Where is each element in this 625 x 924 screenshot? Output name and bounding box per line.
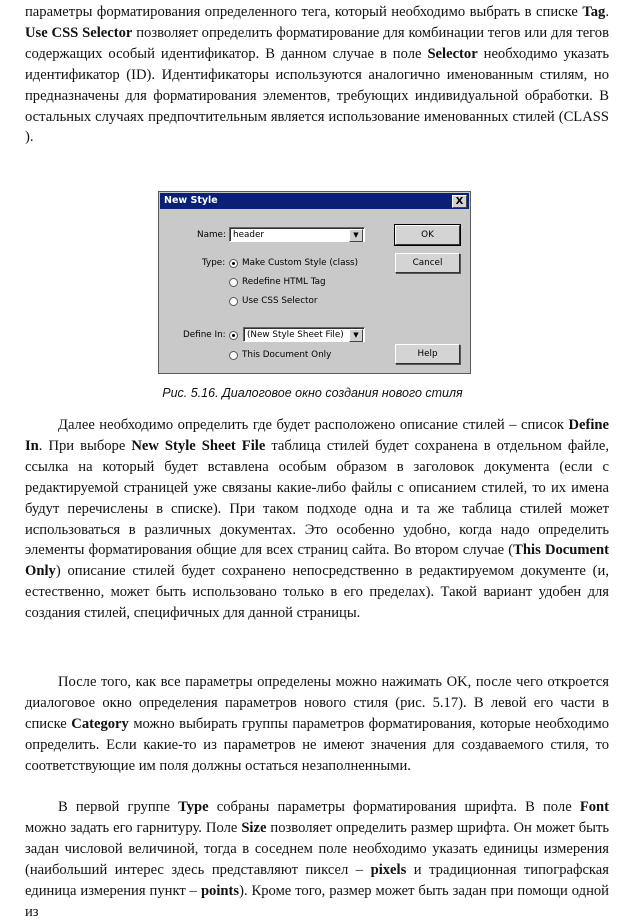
type-label: Type: xyxy=(202,258,226,268)
paragraph-intro xyxy=(25,2,609,148)
text: . xyxy=(605,4,609,20)
text: позволяет определить размер шрифта. Он может быть задан числовой величиной, тогда в соседнем поле необходимо указать единицы измерения (наибольший интерес здесь представляют пиксел – xyxy=(25,819,609,878)
text: необходимо указать идентификатор (ID). Идентификаторы используются аналогично именованным стилям, но предназначены для форматирования элементов, требующих индивидуальной обработки. В остальных случаях предпочтительным является использование именованных стилей (CLASS ). xyxy=(25,45,609,146)
radio-new-style-sheet-file[interactable] xyxy=(229,331,238,340)
text: можно задать его гарнитуру. Поле xyxy=(25,819,242,836)
text: параметры форматирования определенного тега, который необходимо выбрать в списке xyxy=(25,4,583,20)
option-this-document-only: This Document Only xyxy=(242,350,332,360)
option-redefine-html-tag: Redefine HTML Tag xyxy=(242,277,326,287)
text: можно выбирать группы параметров форматирования, которые необходимо определить. Если какие-то из параметров не имеют значения для создаваемого стиля, то соответствующие им поля должны остаться незаполненными. xyxy=(25,715,609,774)
text: собраны параметры форматирования шрифта. В поле xyxy=(208,799,580,815)
text: После того, как все параметры определены можно нажимать OK, после чего откроется диалоговое окно определения параметров нового стиля (рис. 5.17). В левой его части в списке xyxy=(25,674,609,732)
text: Далее необходимо определить где будет расположено описание стилей – список xyxy=(58,417,569,433)
dialog-titlebar xyxy=(160,193,469,209)
radio-redefine-html-tag[interactable] xyxy=(229,278,238,287)
term-pixels: pixels xyxy=(370,861,407,878)
radio-use-css-selector[interactable] xyxy=(229,297,238,306)
term-size: Size xyxy=(241,819,267,836)
chevron-down-icon[interactable]: ▼ xyxy=(349,229,363,242)
text: ) описание стилей будет сохранено непосредственно в редактируемом документе (и, естественно, может быть использовано только в его пределах). Такой вариант удобен для создания стилей, специфичных для данной страницы. xyxy=(25,563,609,622)
name-value: header xyxy=(233,230,264,240)
help-button[interactable]: Help xyxy=(395,344,460,364)
name-combobox[interactable] xyxy=(229,227,365,242)
new-style-dialog xyxy=(158,191,471,374)
option-make-custom-style: Make Custom Style (class) xyxy=(242,258,359,268)
text: . При выборе xyxy=(38,437,132,454)
text: ). Кроме того, размер может быть задан при помощи одной из xyxy=(25,882,609,920)
name-label: Name: xyxy=(197,230,226,240)
close-button[interactable]: X xyxy=(452,195,467,208)
dialog-title: New Style xyxy=(164,195,218,206)
chevron-down-icon[interactable]: ▼ xyxy=(349,329,363,342)
term-this-document-only: This Document Only xyxy=(25,542,609,580)
paragraph-define-in xyxy=(25,415,609,624)
radio-this-document-only[interactable] xyxy=(229,351,238,360)
term-type: Type xyxy=(178,799,209,815)
term-category: Category xyxy=(71,715,129,732)
define-in-value: (New Style Sheet File) xyxy=(247,330,344,340)
ok-button[interactable]: OK xyxy=(395,225,460,245)
paragraph-category xyxy=(25,672,609,777)
text: и традиционная типографская единица измерения пункт – xyxy=(25,861,609,899)
term-define-in: Define In xyxy=(25,417,609,454)
radio-make-custom-style[interactable] xyxy=(229,259,238,268)
term-use-css-selector: Use CSS Selector xyxy=(25,24,133,41)
text: таблица стилей будет сохранена в отдельном файле, ссылка на который будет вставлена особым образом в заголовок документа (если с редактируемой страницей уже связаны какие-либо файлы с описанием стилей, то их имена будут перечислены в списке). При таком подходе одна и та же таблица стилей может использоваться в различных документах. Это особенно удобно, когда надо определить элементы форматирования общие для всех страниц сайта. Во втором случае ( xyxy=(25,437,609,559)
cancel-button[interactable]: Cancel xyxy=(395,253,460,273)
term-tag: Tag xyxy=(582,4,606,20)
define-in-label: Define In: xyxy=(183,330,226,340)
term-selector: Selector xyxy=(427,45,478,62)
option-use-css-selector: Use CSS Selector xyxy=(242,296,318,306)
figure-caption: Рис. 5.16. Диалоговое окно создания нового стиля xyxy=(162,386,463,400)
term-font: Font xyxy=(579,799,609,815)
term-points: points xyxy=(200,882,240,899)
define-in-select[interactable] xyxy=(243,327,365,342)
text: В первой группе xyxy=(58,799,179,815)
paragraph-type xyxy=(25,797,609,922)
term-new-style-sheet-file: New Style Sheet File xyxy=(131,437,266,454)
text: позволяет определить форматирование для комбинации тегов или для тегов содержащих особый идентификатор. В данном случае в поле xyxy=(25,24,609,62)
